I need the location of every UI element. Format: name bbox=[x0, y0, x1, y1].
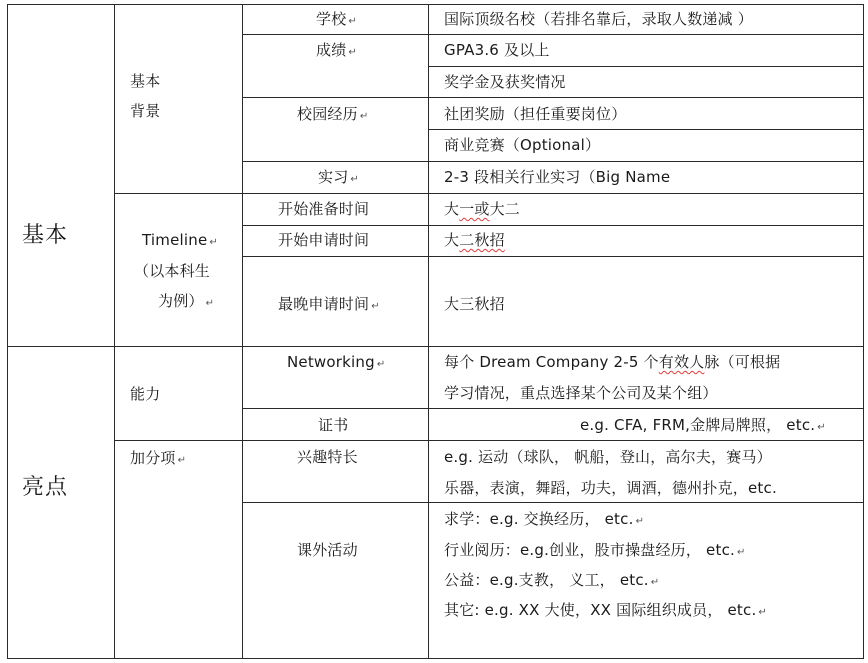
detail-prep-start: 大一或大二 bbox=[444, 200, 521, 218]
item-latest-apply: 最晚申请时间 ↵ bbox=[278, 295, 380, 313]
item-interests: 兴趣特长 bbox=[297, 448, 358, 466]
detail-networking-line1: 每个 Dream Company 2-5 个有效人脉（可根据 bbox=[444, 353, 781, 371]
row-line-networking bbox=[242, 408, 864, 409]
border-left bbox=[7, 4, 8, 659]
group-ability: 能力 bbox=[130, 385, 161, 403]
group-background-line2: 背景 bbox=[130, 102, 161, 120]
detail-extra-line4: 其它: e.g. XX 大使，XX 国际组织成员， etc. ↵ bbox=[444, 601, 768, 619]
row-line-interests bbox=[242, 502, 864, 503]
item-apply-start: 开始申请时间 bbox=[278, 231, 370, 249]
detail-interests-line1: e.g. 运动（球队， 帆船，登山，高尔夫，赛马） bbox=[444, 448, 772, 466]
detail-club: 社团奖励（担任重要岗位） bbox=[444, 105, 627, 123]
detail-extra-line2: 行业阅历：e.g.创业，股市操盘经历， etc. ↵ bbox=[444, 541, 746, 559]
detail-internship: 2-3 段相关行业实习（Big Name bbox=[444, 168, 671, 186]
row-line-apply bbox=[242, 256, 864, 257]
group-bonus: 加分项 ↵ bbox=[130, 449, 187, 467]
border-col1 bbox=[114, 4, 115, 659]
row-line-club bbox=[428, 129, 864, 130]
group-timeline-line2: （以本科生 bbox=[134, 262, 211, 280]
detail-latest-apply: 大三秋招 bbox=[444, 295, 505, 313]
item-extracurricular: 课外活动 bbox=[297, 541, 358, 559]
section-highlight: 亮点 bbox=[22, 475, 69, 500]
item-prep-start: 开始准备时间 bbox=[278, 200, 370, 218]
item-certificate: 证书 bbox=[318, 416, 349, 434]
item-campus: 校园经历 ↵ bbox=[297, 105, 369, 123]
section-divider bbox=[7, 346, 864, 347]
row-line-campus bbox=[242, 161, 864, 162]
group-timeline-line1: Timeline ↵ bbox=[142, 231, 218, 249]
detail-certificate: e.g. CFA, FRM,金牌局牌照， etc. ↵ bbox=[580, 416, 826, 434]
detail-apply-start: 大二秋招 bbox=[444, 231, 505, 249]
item-internship: 实习 ↵ bbox=[318, 168, 359, 186]
row-line-internship bbox=[114, 193, 864, 194]
detail-gpa: GPA3.6 及以上 bbox=[444, 41, 550, 59]
row-line-gpa bbox=[428, 66, 864, 67]
item-school: 学校 ↵ bbox=[316, 10, 357, 28]
detail-school: 国际顶级名校（若排名靠后，录取人数递减 ） bbox=[444, 10, 753, 28]
border-top bbox=[7, 4, 864, 5]
detail-interests-line2: 乐器，表演，舞蹈，功夫，调酒，德州扑克，etc. bbox=[444, 479, 777, 497]
detail-extra-line3: 公益：e.g.支教， 义工， etc. ↵ bbox=[444, 571, 660, 589]
border-bottom bbox=[7, 658, 864, 659]
border-right bbox=[863, 4, 864, 659]
row-line-prep bbox=[242, 225, 864, 226]
row-line-school bbox=[242, 34, 864, 35]
row-line-grades bbox=[242, 97, 864, 98]
group-background-line1: 基本 bbox=[130, 72, 161, 90]
detail-competition: 商业竞赛（Optional） bbox=[444, 136, 601, 154]
detail-scholarship: 奖学金及获奖情况 bbox=[444, 73, 566, 91]
detail-networking-line2: 学习情况，重点选择某个公司及某个组） bbox=[444, 384, 718, 402]
row-line-certificate bbox=[114, 440, 864, 441]
border-col3 bbox=[428, 4, 429, 659]
group-timeline-line3: 为例） ↵ bbox=[158, 292, 215, 310]
detail-extra-line1: 求学：e.g. 交换经历， etc. ↵ bbox=[444, 510, 645, 528]
item-grades: 成绩 ↵ bbox=[316, 41, 357, 59]
item-networking: Networking ↵ bbox=[287, 353, 386, 371]
section-basic: 基本 bbox=[22, 223, 69, 248]
border-col2 bbox=[242, 4, 243, 659]
